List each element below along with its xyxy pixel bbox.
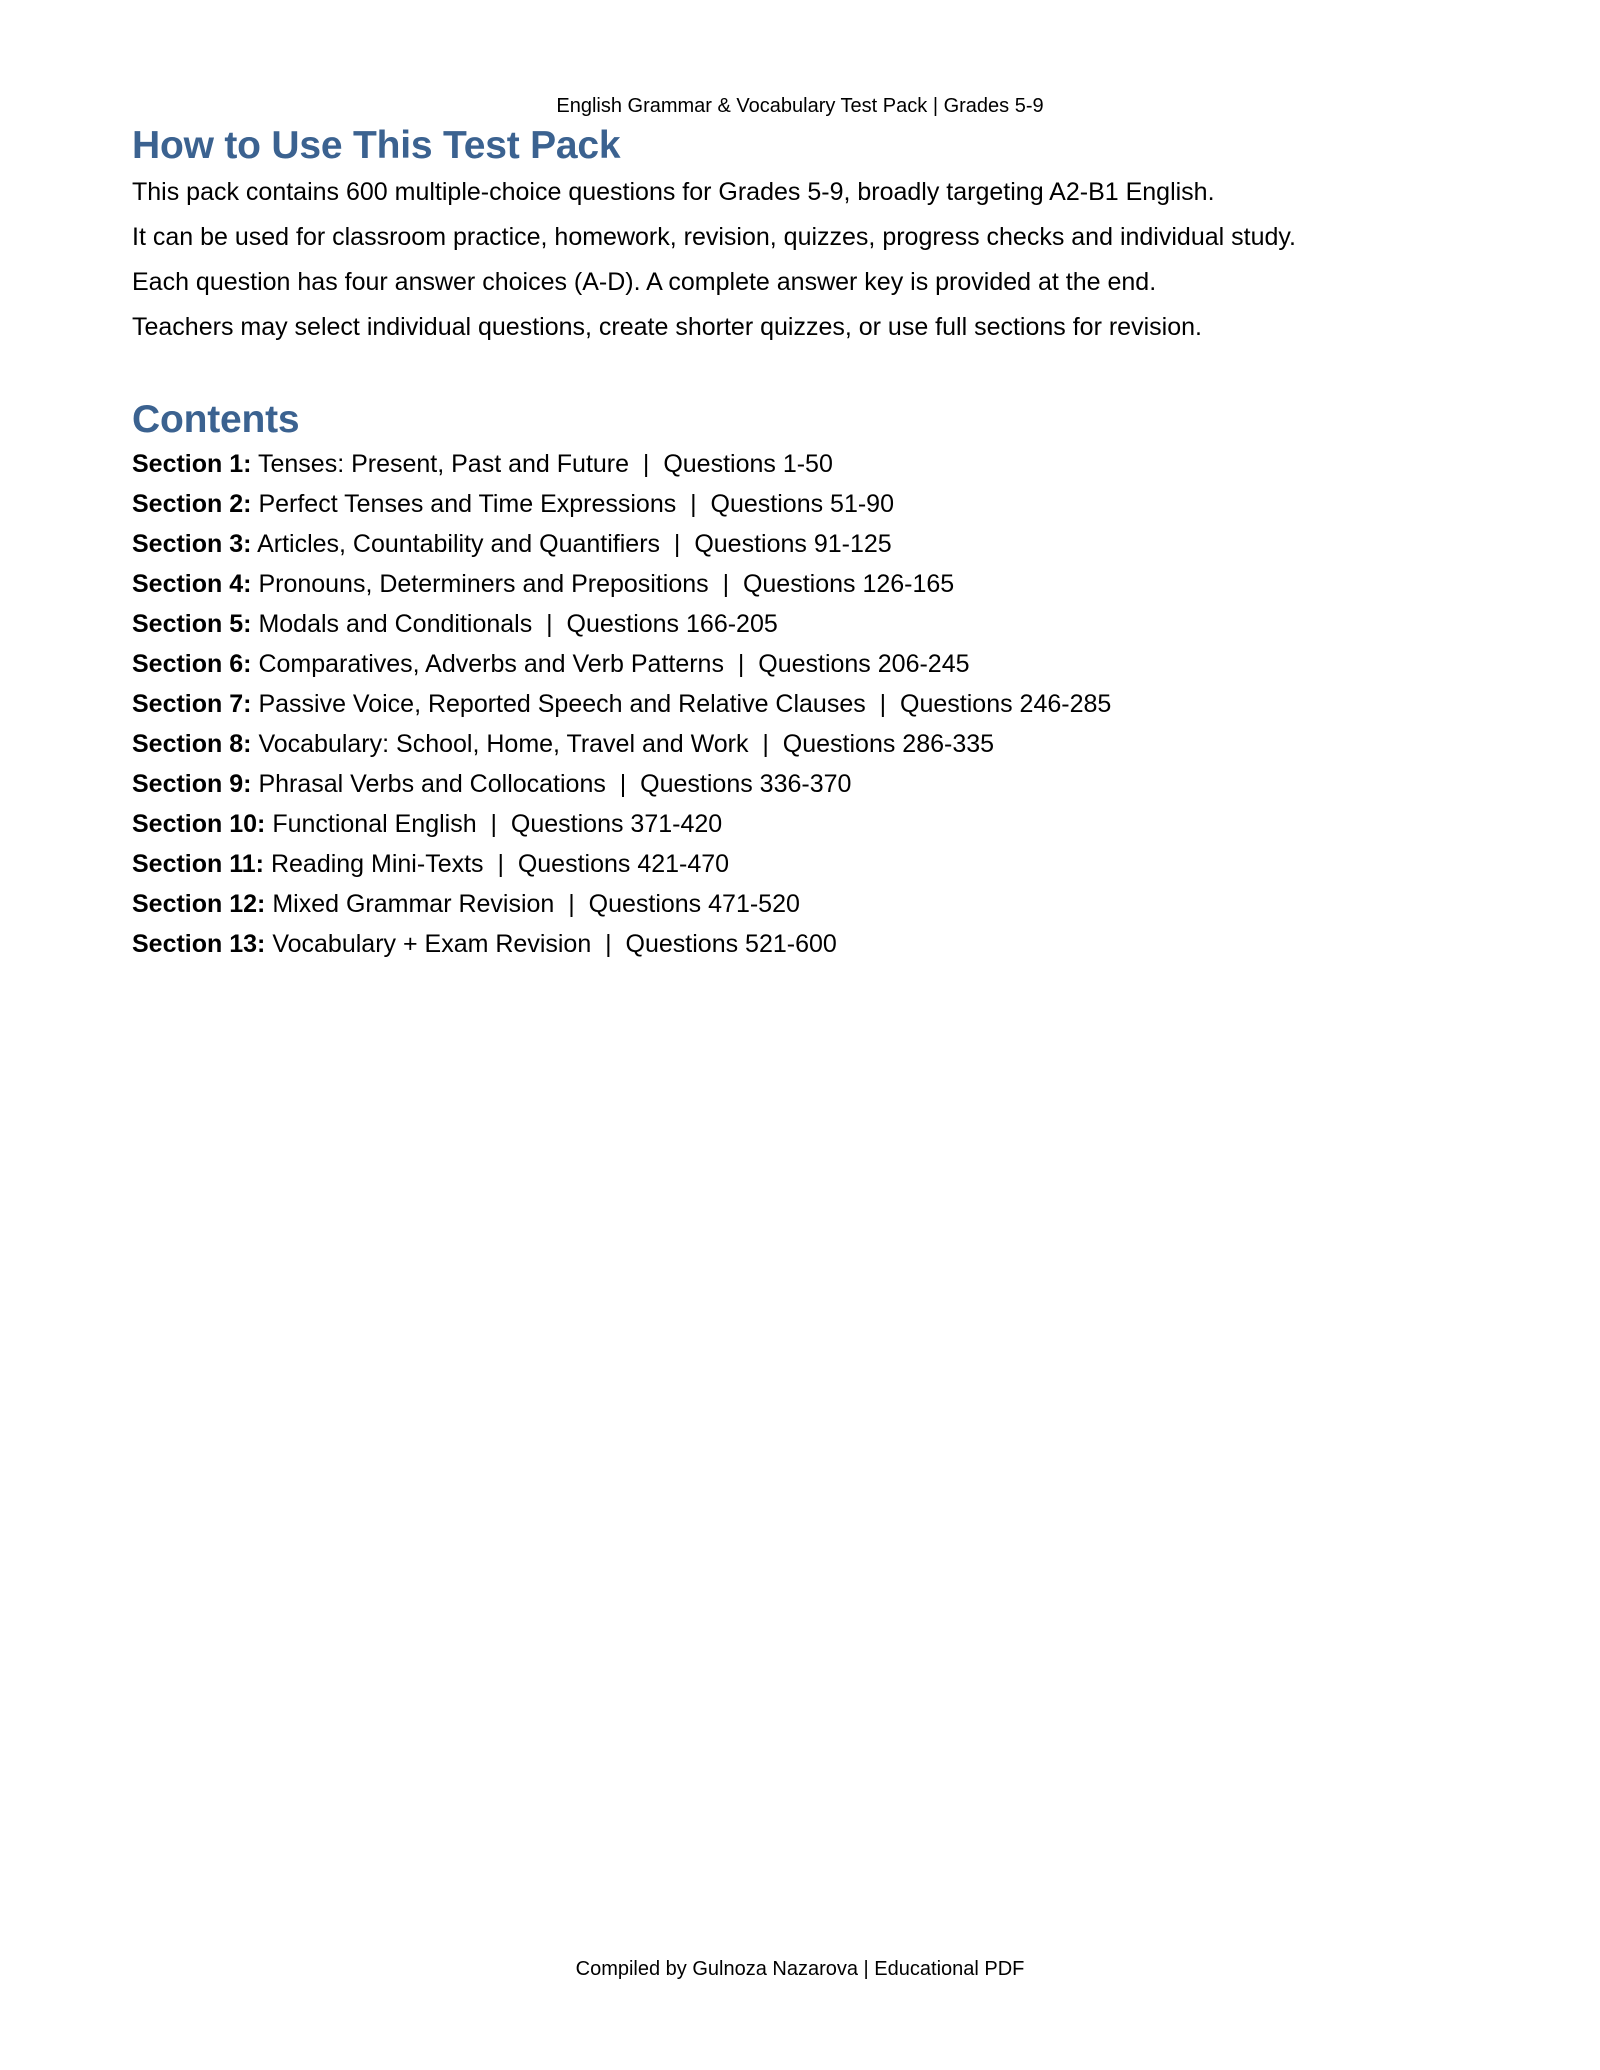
section-label: Section 7: — [132, 690, 252, 718]
section-question-range: Questions 421-470 — [517, 850, 730, 878]
section-separator: | — [629, 450, 664, 478]
contents-entry — [132, 564, 1472, 604]
contents-list — [132, 444, 1472, 964]
section-separator: | — [483, 850, 518, 878]
section-question-range: Questions 246-285 — [900, 690, 1112, 718]
contents-entry — [132, 724, 1472, 764]
section-question-range: Questions 471-520 — [588, 890, 800, 918]
section-separator: | — [708, 570, 743, 598]
section-separator: | — [591, 930, 626, 958]
intro-paragraph: Teachers may select individual questions, create shorter quizzes, or use full sections for revision. — [132, 313, 1202, 341]
intro-paragraph: Each question has four answer choices (A-D). A complete answer key is provided at the end. — [132, 268, 1157, 296]
section-question-range: Questions 1-50 — [663, 450, 833, 478]
section-title: Vocabulary + Exam Revision — [272, 930, 592, 958]
section-question-range: Questions 126-165 — [742, 570, 955, 598]
section-label: Section 13: — [132, 930, 266, 958]
intro-paragraph: This pack contains 600 multiple-choice questions for Grades 5-9, broadly targeting A2-B1 English. — [132, 178, 1215, 206]
contents-entry — [132, 684, 1472, 724]
contents-entry — [132, 644, 1472, 684]
page-footer: Compiled by Gulnoza Nazarova | Educational PDF — [575, 1958, 1025, 1980]
section-question-range: Questions 91-125 — [694, 530, 892, 558]
section-separator: | — [723, 650, 759, 678]
section-title: Passive Voice, Reported Speech and Relative Clauses — [258, 690, 866, 718]
intro-paragraph: It can be used for classroom practice, homework, revision, quizzes, progress checks and individual study. — [132, 223, 1296, 251]
page-content — [132, 122, 1472, 964]
section-label: Section 11: — [132, 850, 264, 878]
section-title: Reading Mini-Texts — [270, 850, 484, 878]
section-title: Functional English — [272, 810, 477, 838]
section-title: Vocabulary: School, Home, Travel and Work — [258, 730, 749, 758]
contents-heading: Contents — [132, 398, 300, 441]
contents-entry — [132, 844, 1472, 884]
section-label: Section 8: — [132, 730, 252, 758]
section-label: Section 2: — [132, 490, 252, 518]
section-title: Comparatives, Adverbs and Verb Patterns — [258, 650, 724, 678]
section-question-range: Questions 166-205 — [566, 610, 778, 638]
contents-entry — [132, 884, 1472, 924]
section-separator: | — [676, 490, 711, 518]
section-label: Section 10: — [132, 810, 266, 838]
section-label: Section 5: — [132, 610, 252, 638]
section-separator: | — [865, 690, 901, 718]
section-title: Modals and Conditionals — [258, 610, 533, 638]
section-label: Section 9: — [132, 770, 252, 798]
section-separator: | — [476, 810, 511, 838]
section-question-range: Questions 51-90 — [710, 490, 894, 518]
page-header: English Grammar & Vocabulary Test Pack | Grades 5-9 — [556, 95, 1044, 117]
contents-entry — [132, 444, 1472, 484]
contents-entry — [132, 764, 1472, 804]
contents-entry — [132, 804, 1472, 844]
section-separator: | — [554, 890, 589, 918]
contents-entry — [132, 484, 1472, 524]
section-title: Mixed Grammar Revision — [272, 890, 555, 918]
section-label: Section 4: — [132, 570, 252, 598]
section-label: Section 12: — [132, 890, 266, 918]
section-question-range: Questions 521-600 — [625, 930, 837, 958]
section-title: Phrasal Verbs and Collocations — [258, 770, 606, 798]
intro-heading: How to Use This Test Pack — [132, 124, 621, 167]
section-label: Section 3: — [132, 530, 252, 558]
section-title: Articles, Countability and Quantifiers — [257, 530, 661, 558]
section-question-range: Questions 206-245 — [758, 650, 970, 678]
section-separator: | — [748, 730, 783, 758]
contents-entry — [132, 604, 1472, 644]
section-separator: | — [605, 770, 641, 798]
section-question-range: Questions 371-420 — [510, 810, 723, 838]
intro-paragraphs — [132, 170, 1472, 350]
contents-entry — [132, 524, 1472, 564]
section-title: Perfect Tenses and Time Expressions — [258, 490, 677, 518]
contents-entry — [132, 924, 1472, 964]
section-title: Tenses: Present, Past and Future — [257, 450, 630, 478]
section-question-range: Questions 286-335 — [782, 730, 995, 758]
section-label: Section 1: — [132, 450, 252, 478]
section-separator: | — [532, 610, 567, 638]
section-title: Pronouns, Determiners and Prepositions — [258, 570, 709, 598]
section-question-range: Questions 336-370 — [640, 770, 852, 798]
section-label: Section 6: — [132, 650, 252, 678]
section-separator: | — [660, 530, 695, 558]
